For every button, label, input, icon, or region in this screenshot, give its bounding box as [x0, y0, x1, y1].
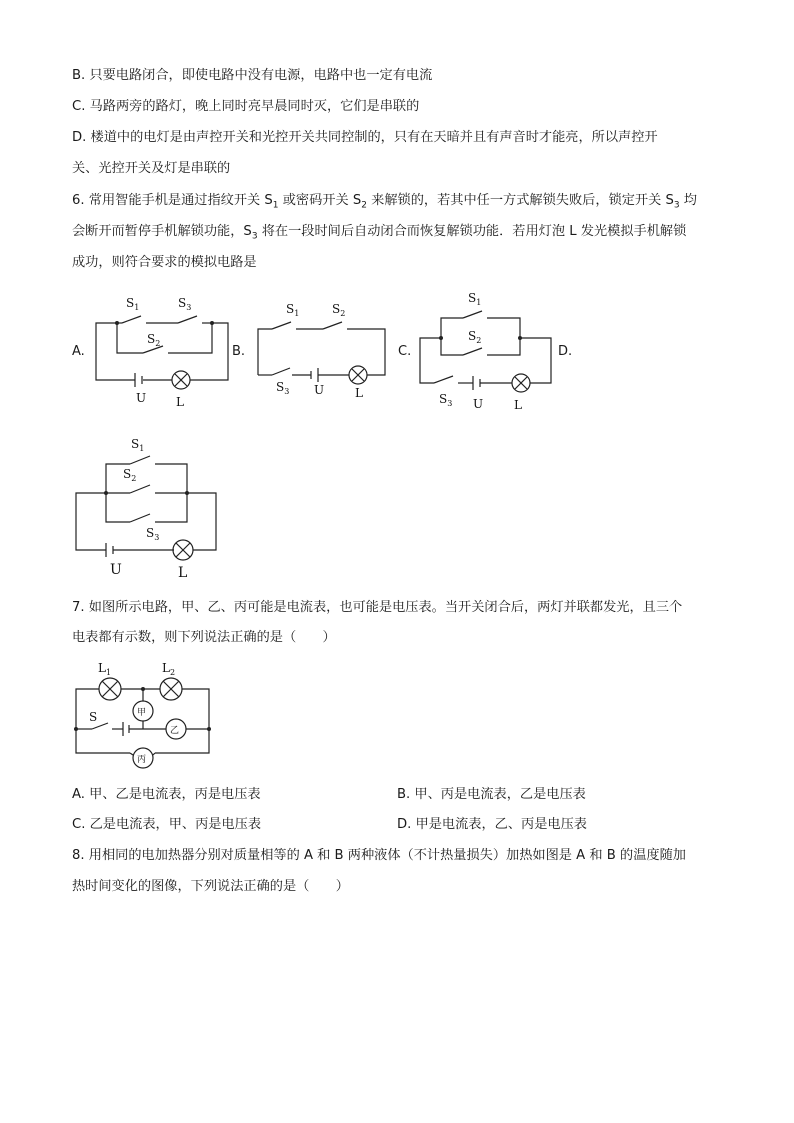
- q7-stem-line2: 电表都有示数，则下列说法正确的是（ ）: [72, 630, 336, 645]
- svg-text:L: L: [514, 398, 522, 412]
- q5-option-c: C. 马路两旁的路灯，晚上同时亮早晨同时灭，它们是串联的: [72, 99, 420, 114]
- svg-text:乙: 乙: [170, 726, 180, 736]
- svg-text:S: S: [89, 710, 98, 724]
- q8-stem-line1: 8. 用相同的电加热器分别对质量相等的 A 和 B 两种液体（不计热量损失）加热如图是 A 和 B 的温度随加: [72, 848, 686, 863]
- q7-option-b: B. 甲、丙是电流表，乙是电压表: [397, 787, 586, 802]
- q6-circuit-c: [420, 291, 551, 412]
- svg-text:S3: $S_3$: [439, 392, 453, 408]
- q7-stem-line1: 7. 如图所示电路，甲、乙、丙可能是电流表，也可能是电压表。当开关闭合后，两灯并联都发光，且三个: [72, 600, 683, 615]
- svg-text:S3: $S_3$: [146, 526, 160, 542]
- q5-option-d-line2: 关、光控开关及灯是串联的: [72, 161, 231, 176]
- svg-text:L1: $L_1$: [98, 661, 112, 677]
- q6-circuit-a: [96, 296, 228, 409]
- q5-option-d-line1: D. 楼道中的电灯是由声控开关和光控开关共同控制的，只有在天暗并且有声音时才能亮，所以声控开: [72, 130, 658, 145]
- q5-option-b: B. 只要电路闭合，即使电路中没有电源，电路中也一定有电流: [72, 68, 433, 83]
- svg-text:S1: $S_1$: [126, 296, 140, 312]
- svg-text:S1: $S_1$: [286, 302, 300, 318]
- svg-text:S3: $S_3$: [178, 296, 192, 312]
- svg-text:S1: $S_1$: [131, 437, 145, 453]
- q7-option-c: C. 乙是电流表，甲、丙是电压表: [72, 817, 262, 832]
- svg-text:U: U: [136, 391, 147, 405]
- svg-text:丙: 丙: [137, 755, 147, 765]
- svg-text:S2: $S_2$: [332, 302, 346, 318]
- q7-circuit-diagram: [0, 655, 794, 775]
- q6-stem-line3: 成功，则符合要求的模拟电路是: [72, 255, 257, 270]
- svg-text:L2: $L_2$: [162, 661, 176, 677]
- q6-stem-line1: 6. 常用智能手机是通过指纹开关 $S_1$ 或密码开关 $S_2$ 来解锁的，若其中任一方式解锁失败后，锁定开关 $S_3$ 均: [72, 193, 697, 211]
- q6-circuit-d: [76, 437, 216, 581]
- svg-text:L: L: [178, 565, 188, 581]
- svg-text:甲: 甲: [137, 708, 147, 718]
- q6-option-d-label: D.: [558, 344, 573, 359]
- svg-text:U: U: [473, 397, 484, 411]
- q6-stem-line2: 会断开而暂停手机解锁功能，$S_3$ 将在一段时间后自动闭合而恢复解锁功能．若用灯泡 L 发光模拟手机解锁: [72, 224, 687, 242]
- q6-option-c-label: C.: [398, 344, 412, 359]
- q6-circuit-b: [258, 302, 385, 400]
- svg-text:S2: $S_2$: [123, 467, 137, 483]
- q6-option-b-label: B.: [232, 344, 246, 359]
- svg-text:S2: $S_2$: [147, 332, 161, 348]
- svg-text:U: U: [314, 383, 325, 397]
- svg-text:S1: $S_1$: [468, 291, 482, 307]
- svg-text:S3: $S_3$: [276, 380, 290, 396]
- q7-option-a: A. 甲、乙是电流表，丙是电压表: [72, 787, 261, 802]
- q7-option-d: D. 甲是电流表，乙、丙是电压表: [397, 817, 587, 832]
- svg-text:L: L: [355, 386, 363, 400]
- svg-text:S2: $S_2$: [468, 329, 482, 345]
- svg-text:U: U: [110, 562, 122, 578]
- svg-text:L: L: [176, 395, 184, 409]
- q6-option-a-label: A.: [72, 344, 85, 359]
- q8-stem-line2: 热时间变化的图像，下列说法正确的是（ ）: [72, 879, 349, 894]
